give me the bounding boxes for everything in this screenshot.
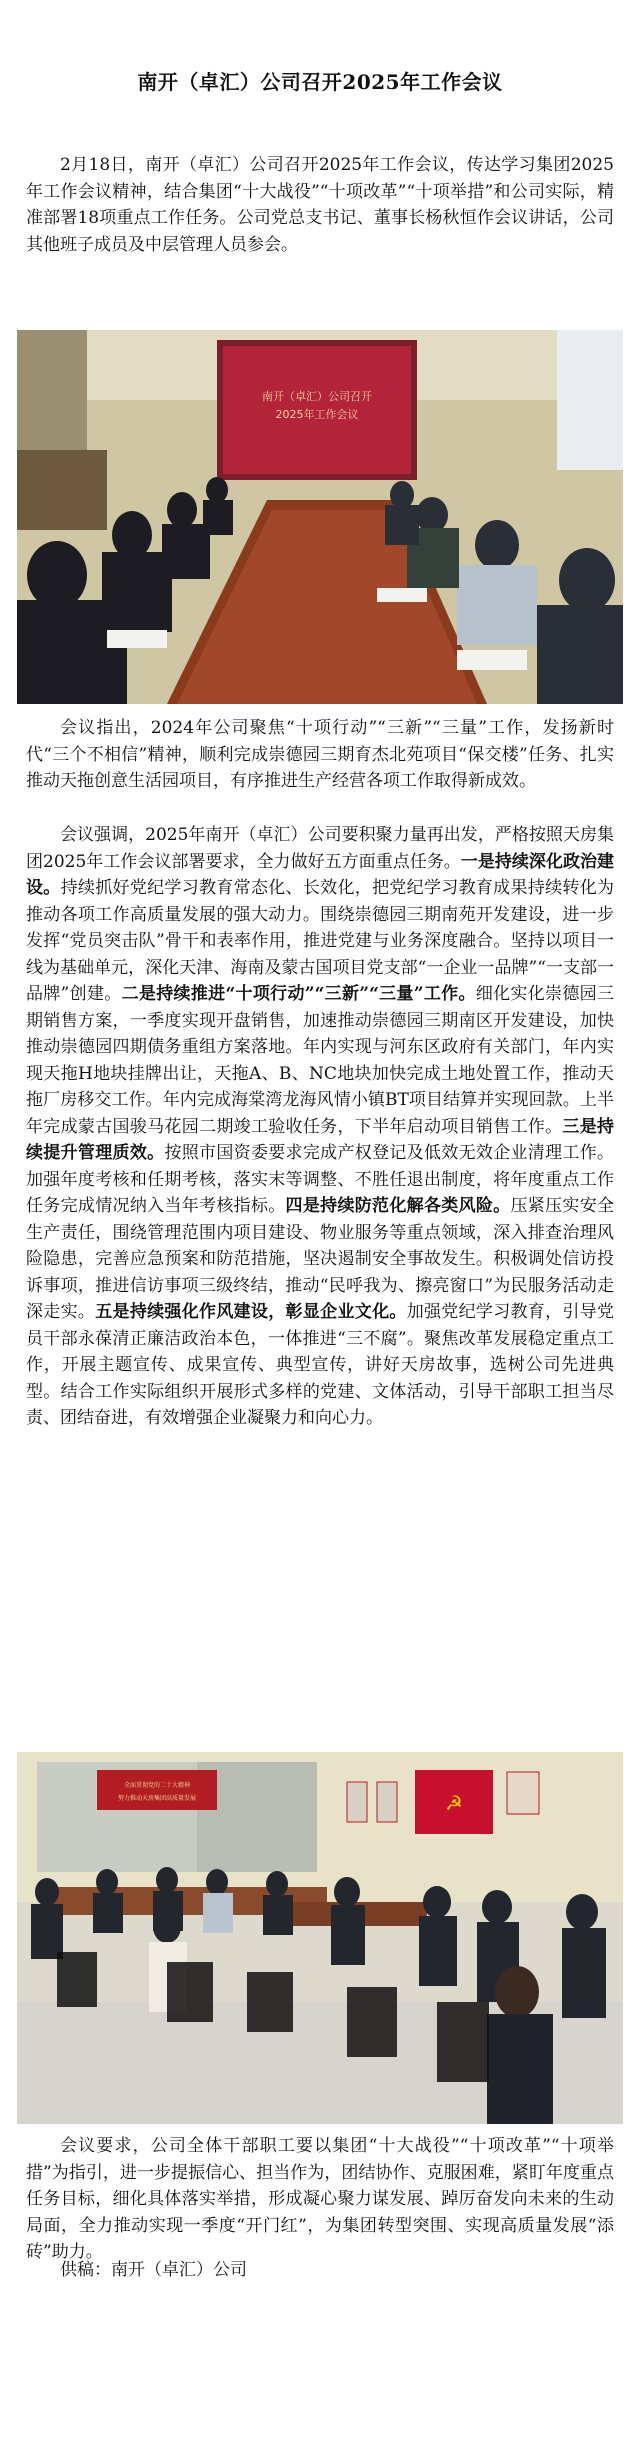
banner-text-2: 努力推动天房集团高质量发展 — [117, 1795, 197, 1802]
banner-text-1: 全面贯彻党的二十大精神 — [123, 1782, 191, 1789]
source-line: 供稿：南开（卓汇）公司 — [60, 2260, 247, 2280]
paragraph-review: 会议指出，2024年公司聚焦“十项行动”“三新”“三量”工作，发扬新时代“三个不相信”精神，顺利完成崇德园三期育杰北苑项目“保交楼”任务、扎实推动天拖创意生活园项目，有序推进生产经营各项工作取得新成效。 — [26, 718, 614, 791]
paragraph-requirements: 会议要求，公司全体干部职工要以集团“十大战役”“十项改革”“十项举措”为指引，进一步提振信心、担当作为，团结协作、克服困难，紧盯年度重点任务目标，细化具体落实举措，形成凝心聚力谋发展、踔厉奋发向未来的生动局面，全力推动实现一季度“开门红”，为集团转型突围、实现高质量发展“添砖”助力。 — [26, 2136, 614, 2262]
screen-text-1: 南开（卓汇）公司召开 — [262, 390, 372, 403]
page-title: 南开（卓汇）公司召开2025年工作会议 — [137, 70, 503, 94]
paragraph-intro: 2月18日，南开（卓汇）公司召开2025年工作会议，传达学习集团2025年工作会议精神，结合集团“十大战役”“十项改革”“十项举措”和公司实际，精准部署18项重点工作任务。公司党总支书记、董事长杨秋恒作会议讲话，公司其他班子成员及中层管理人员参会。 — [26, 155, 614, 255]
paragraph-tasks: 会议强调，2025年南开（卓汇）公司要积聚力量再出发，严格按照天房集团2025年工作会议部署要求，全力做好五方面重点任务。一是持续深化政治建设。持续抓好党纪学习教育常态化、长效化，把党纪学习教育成果持续转化为推动各项工作高质量发展的强大动力。围绕崇德园三期南苑开发建设，进一步发挥“党员突击队”骨干和表率作用，推进党建与业务深度融合。坚持以项目一线为基础单元，深化天津、海南及蒙古国项目党支部“一企业一品牌”“一支部一品牌”创建。二是持续推进“十项行动”“三新”“三量”工作。细化实化崇德园三期销售方案，一季度实现开盘销售，加速推动崇德园三期南区开发建设，加快推动崇德园四期债务重组方案落地。年内实现与河东区政府有关部门，年内实现天拖H地块挂牌出让，天拖A、B、NC地块加快完成土地处置工作，推动天拖厂房移交工作。年内完成海棠湾龙海风情小镇BT项目结算并实现回款。上半年完成蒙古国骏马花园二期竣工验收任务，下半年启动项目销售工作。三是持续提升管理质效。按照市国资委要求完成产权登记及低效无效企业清理工作。加强年度考核和任期考核，落实末等调整、不胜任退出制度，将年度重点工作任务完成情况纳入当年考核指标。四是持续防范化解各类风险。压紧压实安全生产责任，围绕管理范围内项目建设、物业服务等重点领域，深入排查治理风险隐患，完善应急预案和防范措施，坚决遏制安全事故发生。积极调处信访投诉事项，推进信访事项三级终结，推动“民呼我为、擦亮窗口”为民服务活动走深走实。五是持续强化作风建设，彰显企业文化。加强党纪学习教育，引导党员干部永葆清正廉洁政治本色，一体推进“三不腐”。聚焦改革发展稳定重点工作，开展主题宣传、成果宣传、典型宣传，讲好天房故事，选树公司先进典型。结合工作实际组织开展形式多样的党建、文体活动，引导干部职工担当尽责、团结奋进，有效增强企业凝聚力和向心力。 — [26, 825, 615, 1428]
svg-text:☭: ☭ — [445, 1791, 463, 1815]
screen-text-2: 2025年工作会议 — [275, 408, 359, 421]
meeting-photo-1 — [17, 330, 623, 704]
meeting-photo-2 — [17, 1752, 623, 2124]
